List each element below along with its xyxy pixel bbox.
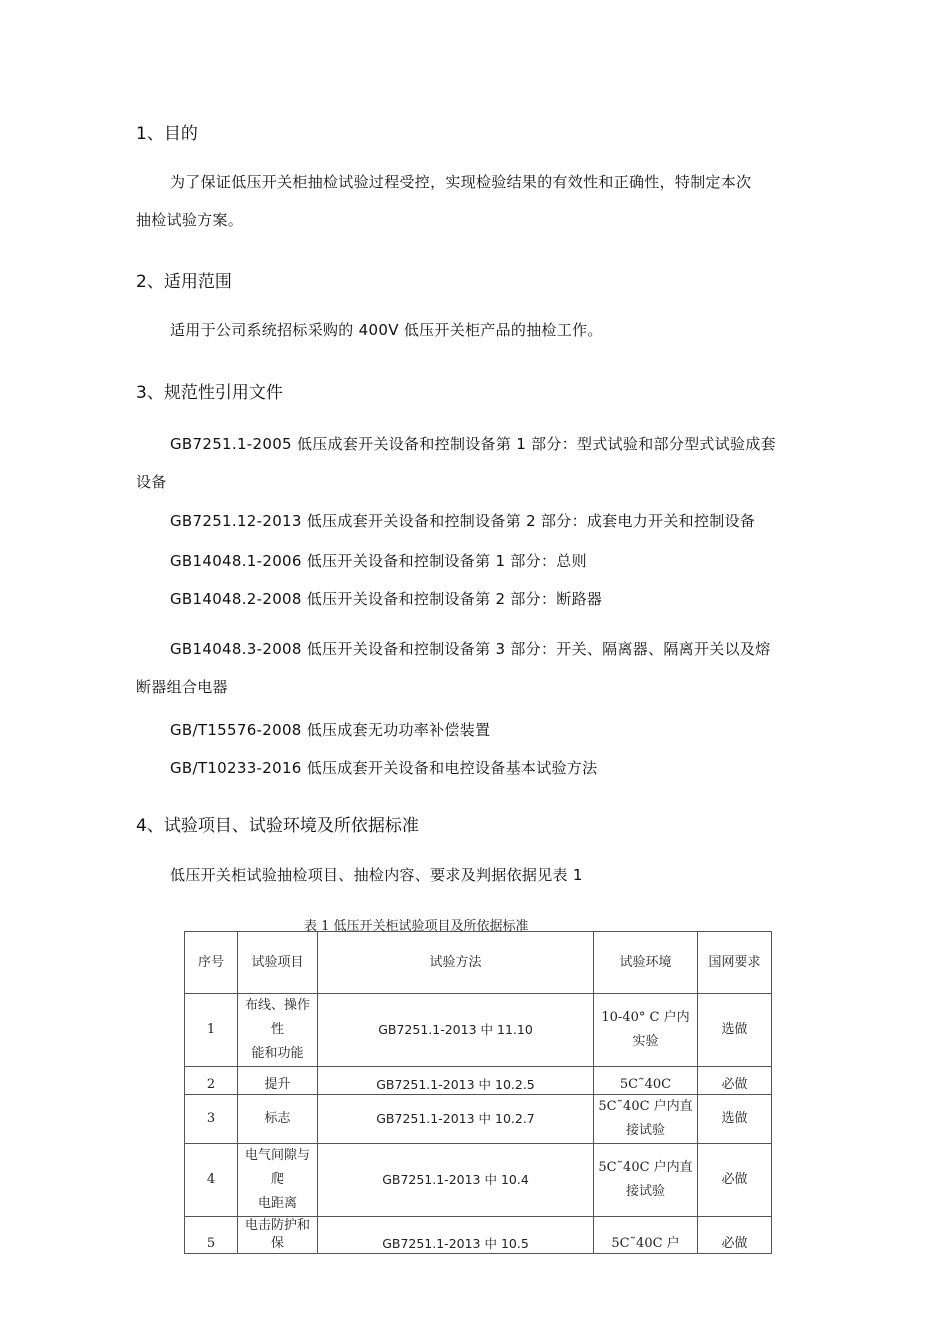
header-cell-item: 试验项目 bbox=[238, 932, 318, 994]
cell-requirement: 必做 bbox=[698, 1144, 772, 1217]
table-caption: 表 1 低压开关柜试验项目及所依据标准 bbox=[304, 919, 529, 934]
cell-method: GB7251.1-2013 中 10.5 bbox=[318, 1217, 594, 1254]
cell-item-line-2: 电距离 bbox=[257, 1196, 297, 1211]
cell-environment: 5C˜40C 户 bbox=[594, 1217, 698, 1254]
cell-environment bbox=[594, 1095, 698, 1144]
cell-requirement: 选做 bbox=[698, 1095, 772, 1144]
section-heading-scope: 2、适用范围 bbox=[136, 272, 232, 292]
section-heading-purpose: 1、目的 bbox=[136, 124, 198, 144]
cell-no: 5 bbox=[185, 1217, 238, 1254]
reference-item: GB14048.1-2006 低压开关设备和控制设备第 1 部分：总则 bbox=[170, 552, 587, 570]
cell-method: GB7251.1-2013 中 11.10 bbox=[318, 994, 594, 1067]
reference-item-continued: 断器组合电器 bbox=[136, 678, 228, 696]
cell-environment-line-1: 5C˜40C 户内直 bbox=[598, 1160, 693, 1175]
cell-item bbox=[238, 994, 318, 1067]
cell-environment bbox=[594, 994, 698, 1067]
section-heading-test-items: 4、试验项目、试验环境及所依据标准 bbox=[136, 816, 419, 836]
cell-no: 2 bbox=[185, 1067, 238, 1095]
section-heading-references: 3、规范性引用文件 bbox=[136, 383, 283, 403]
table-row bbox=[185, 1217, 772, 1254]
cell-environment-line-2: 接试验 bbox=[625, 1123, 665, 1138]
reference-item: GB/T15576-2008 低压成套无功功率补偿装置 bbox=[170, 721, 491, 739]
cell-requirement: 必做 bbox=[698, 1067, 772, 1095]
test-standards-table bbox=[184, 931, 772, 1254]
header-cell-method: 试验方法 bbox=[318, 932, 594, 994]
reference-item: GB7251.12-2013 低压成套开关设备和控制设备第 2 部分：成套电力开关和控制设备 bbox=[170, 512, 756, 530]
reference-item-continued: 设备 bbox=[136, 473, 167, 491]
cell-no: 3 bbox=[185, 1095, 238, 1144]
purpose-paragraph-line-2: 抽检试验方案。 bbox=[136, 211, 244, 229]
reference-item: GB7251.1-2005 低压成套开关设备和控制设备第 1 部分：型式试验和部分型式试验成套 bbox=[170, 435, 776, 453]
table-row bbox=[185, 1095, 772, 1144]
scope-paragraph: 适用于公司系统招标采购的 400V 低压开关柜产品的抽检工作。 bbox=[170, 321, 603, 339]
cell-environment bbox=[594, 1144, 698, 1217]
cell-environment: 5C˜40C bbox=[594, 1067, 698, 1095]
cell-requirement: 必做 bbox=[698, 1217, 772, 1254]
cell-environment-line-1: 5C˜40C 户内直 bbox=[598, 1099, 693, 1114]
table-header-row bbox=[185, 932, 772, 994]
reference-item: GB/T10233-2016 低压成套开关设备和电控设备基本试验方法 bbox=[170, 759, 598, 777]
cell-item-line-1: 布线、操作性 bbox=[244, 998, 310, 1037]
cell-environment-line-1: 10-40° C 户内 bbox=[601, 1010, 690, 1025]
cell-method: GB7251.1-2013 中 10.4 bbox=[318, 1144, 594, 1217]
cell-item: 提升 bbox=[238, 1067, 318, 1095]
cell-no: 4 bbox=[185, 1144, 238, 1217]
table-row bbox=[185, 994, 772, 1067]
reference-item: GB14048.2-2008 低压开关设备和控制设备第 2 部分：断路器 bbox=[170, 590, 603, 608]
test-items-paragraph: 低压开关柜试验抽检项目、抽检内容、要求及判据依据见表 1 bbox=[170, 866, 583, 884]
table-row bbox=[185, 1144, 772, 1217]
header-cell-requirement: 国网要求 bbox=[698, 932, 772, 994]
header-cell-environment: 试验环境 bbox=[594, 932, 698, 994]
cell-requirement: 选做 bbox=[698, 994, 772, 1067]
cell-environment-line-2: 接试验 bbox=[625, 1184, 665, 1199]
cell-environment-line-2: 实验 bbox=[632, 1034, 659, 1049]
purpose-paragraph-line-1: 为了保证低压开关柜抽检试验过程受控，实现检验结果的有效性和正确性，特制定本次 bbox=[170, 173, 752, 191]
cell-item-line-2: 能和功能 bbox=[251, 1046, 304, 1061]
cell-item: 电击防护和保 bbox=[238, 1217, 318, 1254]
cell-item bbox=[238, 1144, 318, 1217]
cell-item: 标志 bbox=[238, 1095, 318, 1144]
cell-no: 1 bbox=[185, 994, 238, 1067]
cell-item-line-1: 电气间隙与爬 bbox=[244, 1148, 310, 1187]
cell-method: GB7251.1-2013 中 10.2.5 bbox=[318, 1067, 594, 1095]
reference-item: GB14048.3-2008 低压开关设备和控制设备第 3 部分：开关、隔离器、隔离开关以及熔 bbox=[170, 640, 771, 658]
table-row bbox=[185, 1067, 772, 1095]
cell-method: GB7251.1-2013 中 10.2.7 bbox=[318, 1095, 594, 1144]
header-cell-no: 序号 bbox=[185, 932, 238, 994]
